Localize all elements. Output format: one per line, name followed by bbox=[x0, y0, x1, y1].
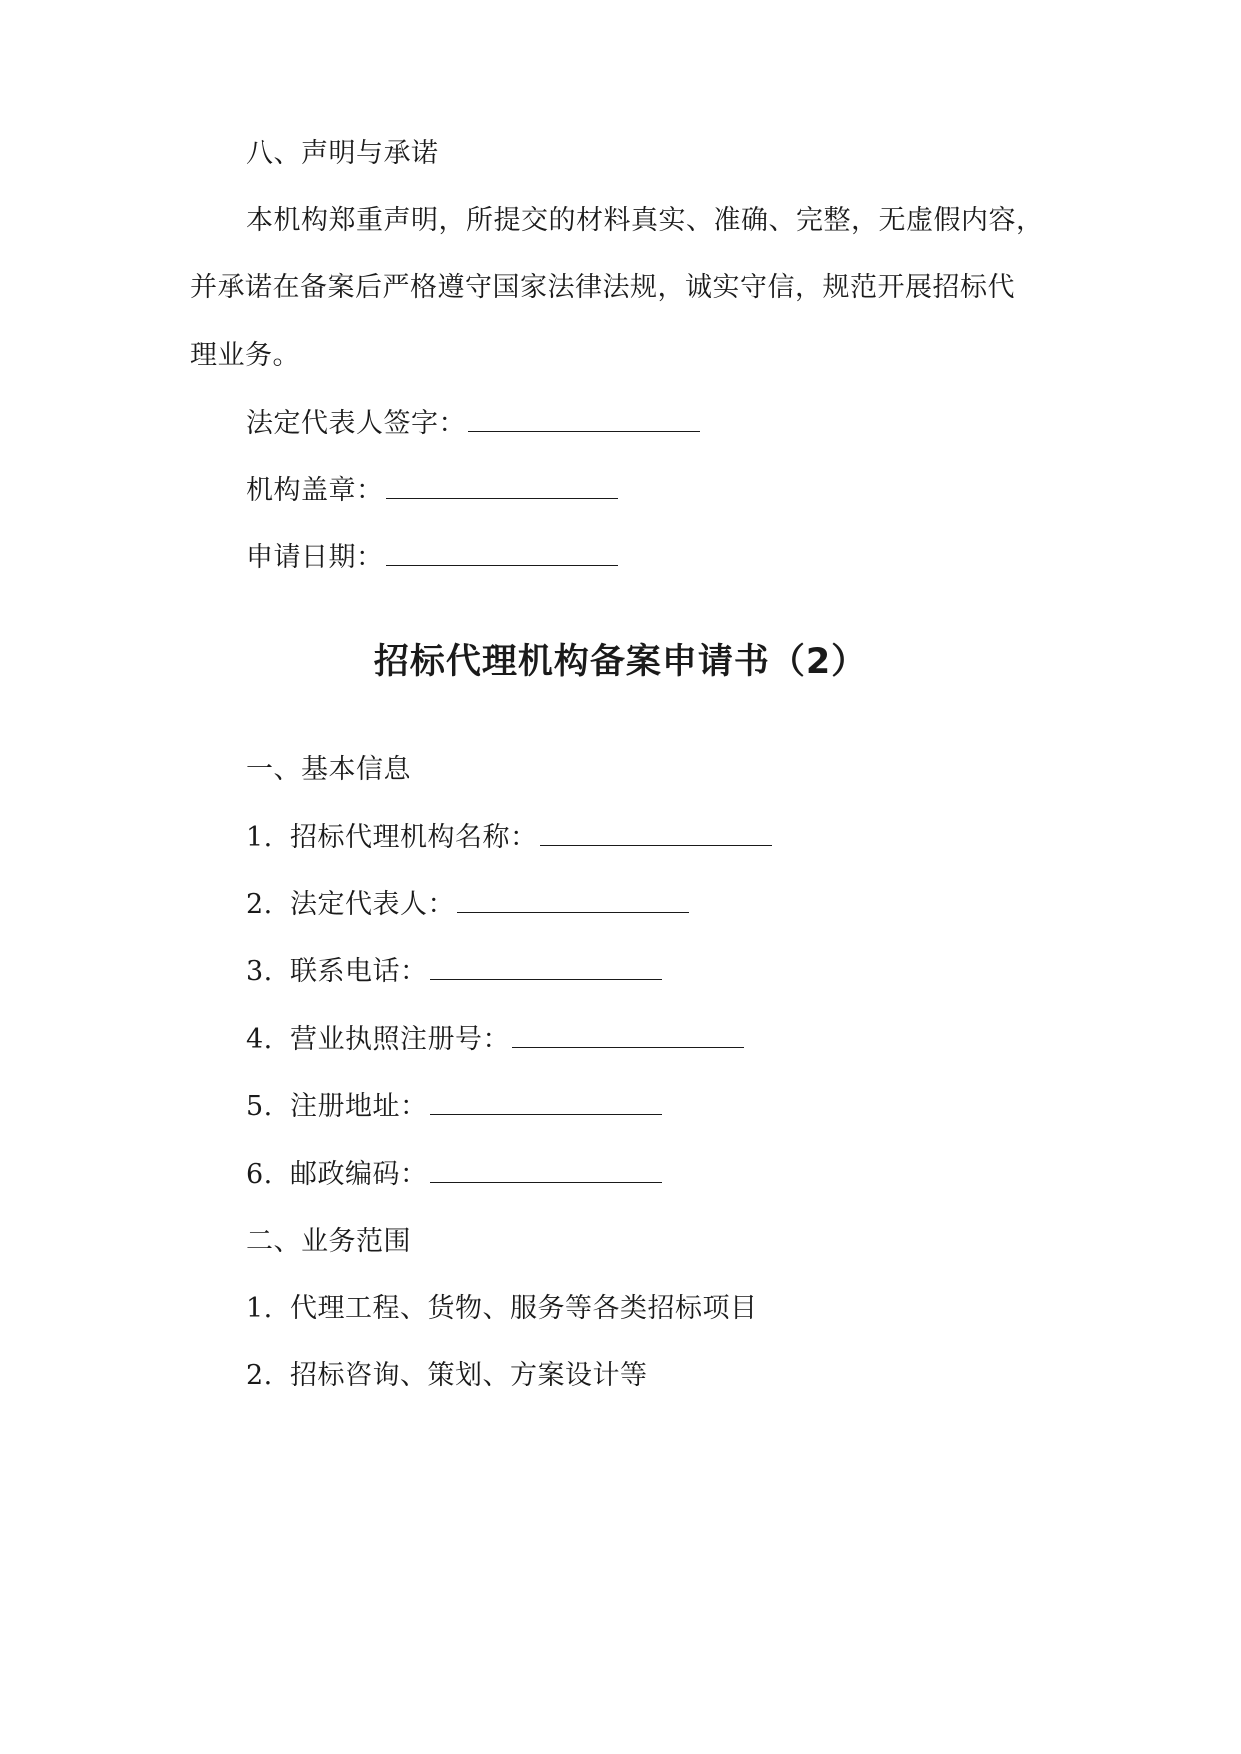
item-label: 营业执照注册号： bbox=[290, 1024, 510, 1055]
date-blank[interactable] bbox=[386, 543, 618, 566]
item-blank[interactable] bbox=[512, 1025, 744, 1048]
list-item bbox=[246, 1358, 648, 1394]
section1-heading-text: 一、基本信息 bbox=[246, 754, 411, 785]
list-item bbox=[246, 1022, 744, 1058]
item-number: 1. bbox=[246, 1293, 273, 1324]
section8-heading-text: 八、声明与承诺 bbox=[246, 138, 439, 169]
item-blank[interactable] bbox=[430, 1160, 662, 1183]
item-label: 代理工程、货物、服务等各类招标项目 bbox=[290, 1293, 758, 1324]
list-item bbox=[246, 820, 772, 856]
list-item bbox=[246, 954, 662, 990]
item-blank[interactable] bbox=[430, 957, 662, 980]
paragraph-line1-text: 本机构郑重声明，所提交的材料真实、准确、完整，无虚假内容， bbox=[246, 205, 1044, 236]
seal-label: 机构盖章： bbox=[246, 475, 384, 506]
item-number: 2. bbox=[246, 1360, 273, 1391]
date-field bbox=[246, 540, 618, 576]
item-label: 邮政编码： bbox=[290, 1159, 428, 1190]
date-label: 申请日期： bbox=[246, 542, 384, 573]
paragraph-line3-text: 理业务。 bbox=[190, 340, 300, 371]
item-number: 5. bbox=[246, 1091, 273, 1122]
seal-field bbox=[246, 473, 618, 509]
item-number: 2. bbox=[246, 889, 273, 920]
list-item bbox=[246, 1291, 758, 1327]
section1-heading bbox=[246, 752, 411, 788]
section8-paragraph-line1 bbox=[246, 203, 1044, 239]
item-label: 联系电话： bbox=[290, 956, 428, 987]
item-label: 招标咨询、策划、方案设计等 bbox=[290, 1360, 648, 1391]
item-label: 法定代表人： bbox=[290, 889, 455, 920]
item-number: 4. bbox=[246, 1024, 273, 1055]
seal-blank[interactable] bbox=[386, 476, 618, 499]
item-blank[interactable] bbox=[430, 1092, 662, 1115]
sign-label: 法定代表人签字： bbox=[246, 408, 466, 439]
item-label: 注册地址： bbox=[290, 1091, 428, 1122]
list-item bbox=[246, 1089, 662, 1125]
section2-heading-text: 二、业务范围 bbox=[246, 1226, 411, 1257]
list-item bbox=[246, 1157, 662, 1193]
section8-paragraph-line3 bbox=[190, 338, 300, 374]
item-label: 招标代理机构名称： bbox=[290, 822, 538, 853]
paragraph-line2-text: 并承诺在备案后严格遵守国家法律法规，诚实守信，规范开展招标代 bbox=[190, 272, 1015, 303]
item-number: 3. bbox=[246, 956, 273, 987]
sign-blank[interactable] bbox=[468, 409, 700, 432]
sign-field bbox=[246, 406, 700, 442]
section8-paragraph-line2 bbox=[190, 270, 1015, 306]
section2-heading bbox=[246, 1224, 411, 1260]
item-number: 6. bbox=[246, 1159, 273, 1190]
item-number: 1. bbox=[246, 822, 273, 853]
item-blank[interactable] bbox=[457, 890, 689, 913]
list-item bbox=[246, 887, 689, 923]
item-blank[interactable] bbox=[540, 823, 772, 846]
section8-heading bbox=[246, 136, 439, 172]
document-title: 招标代理机构备案申请书（2） bbox=[373, 642, 868, 682]
